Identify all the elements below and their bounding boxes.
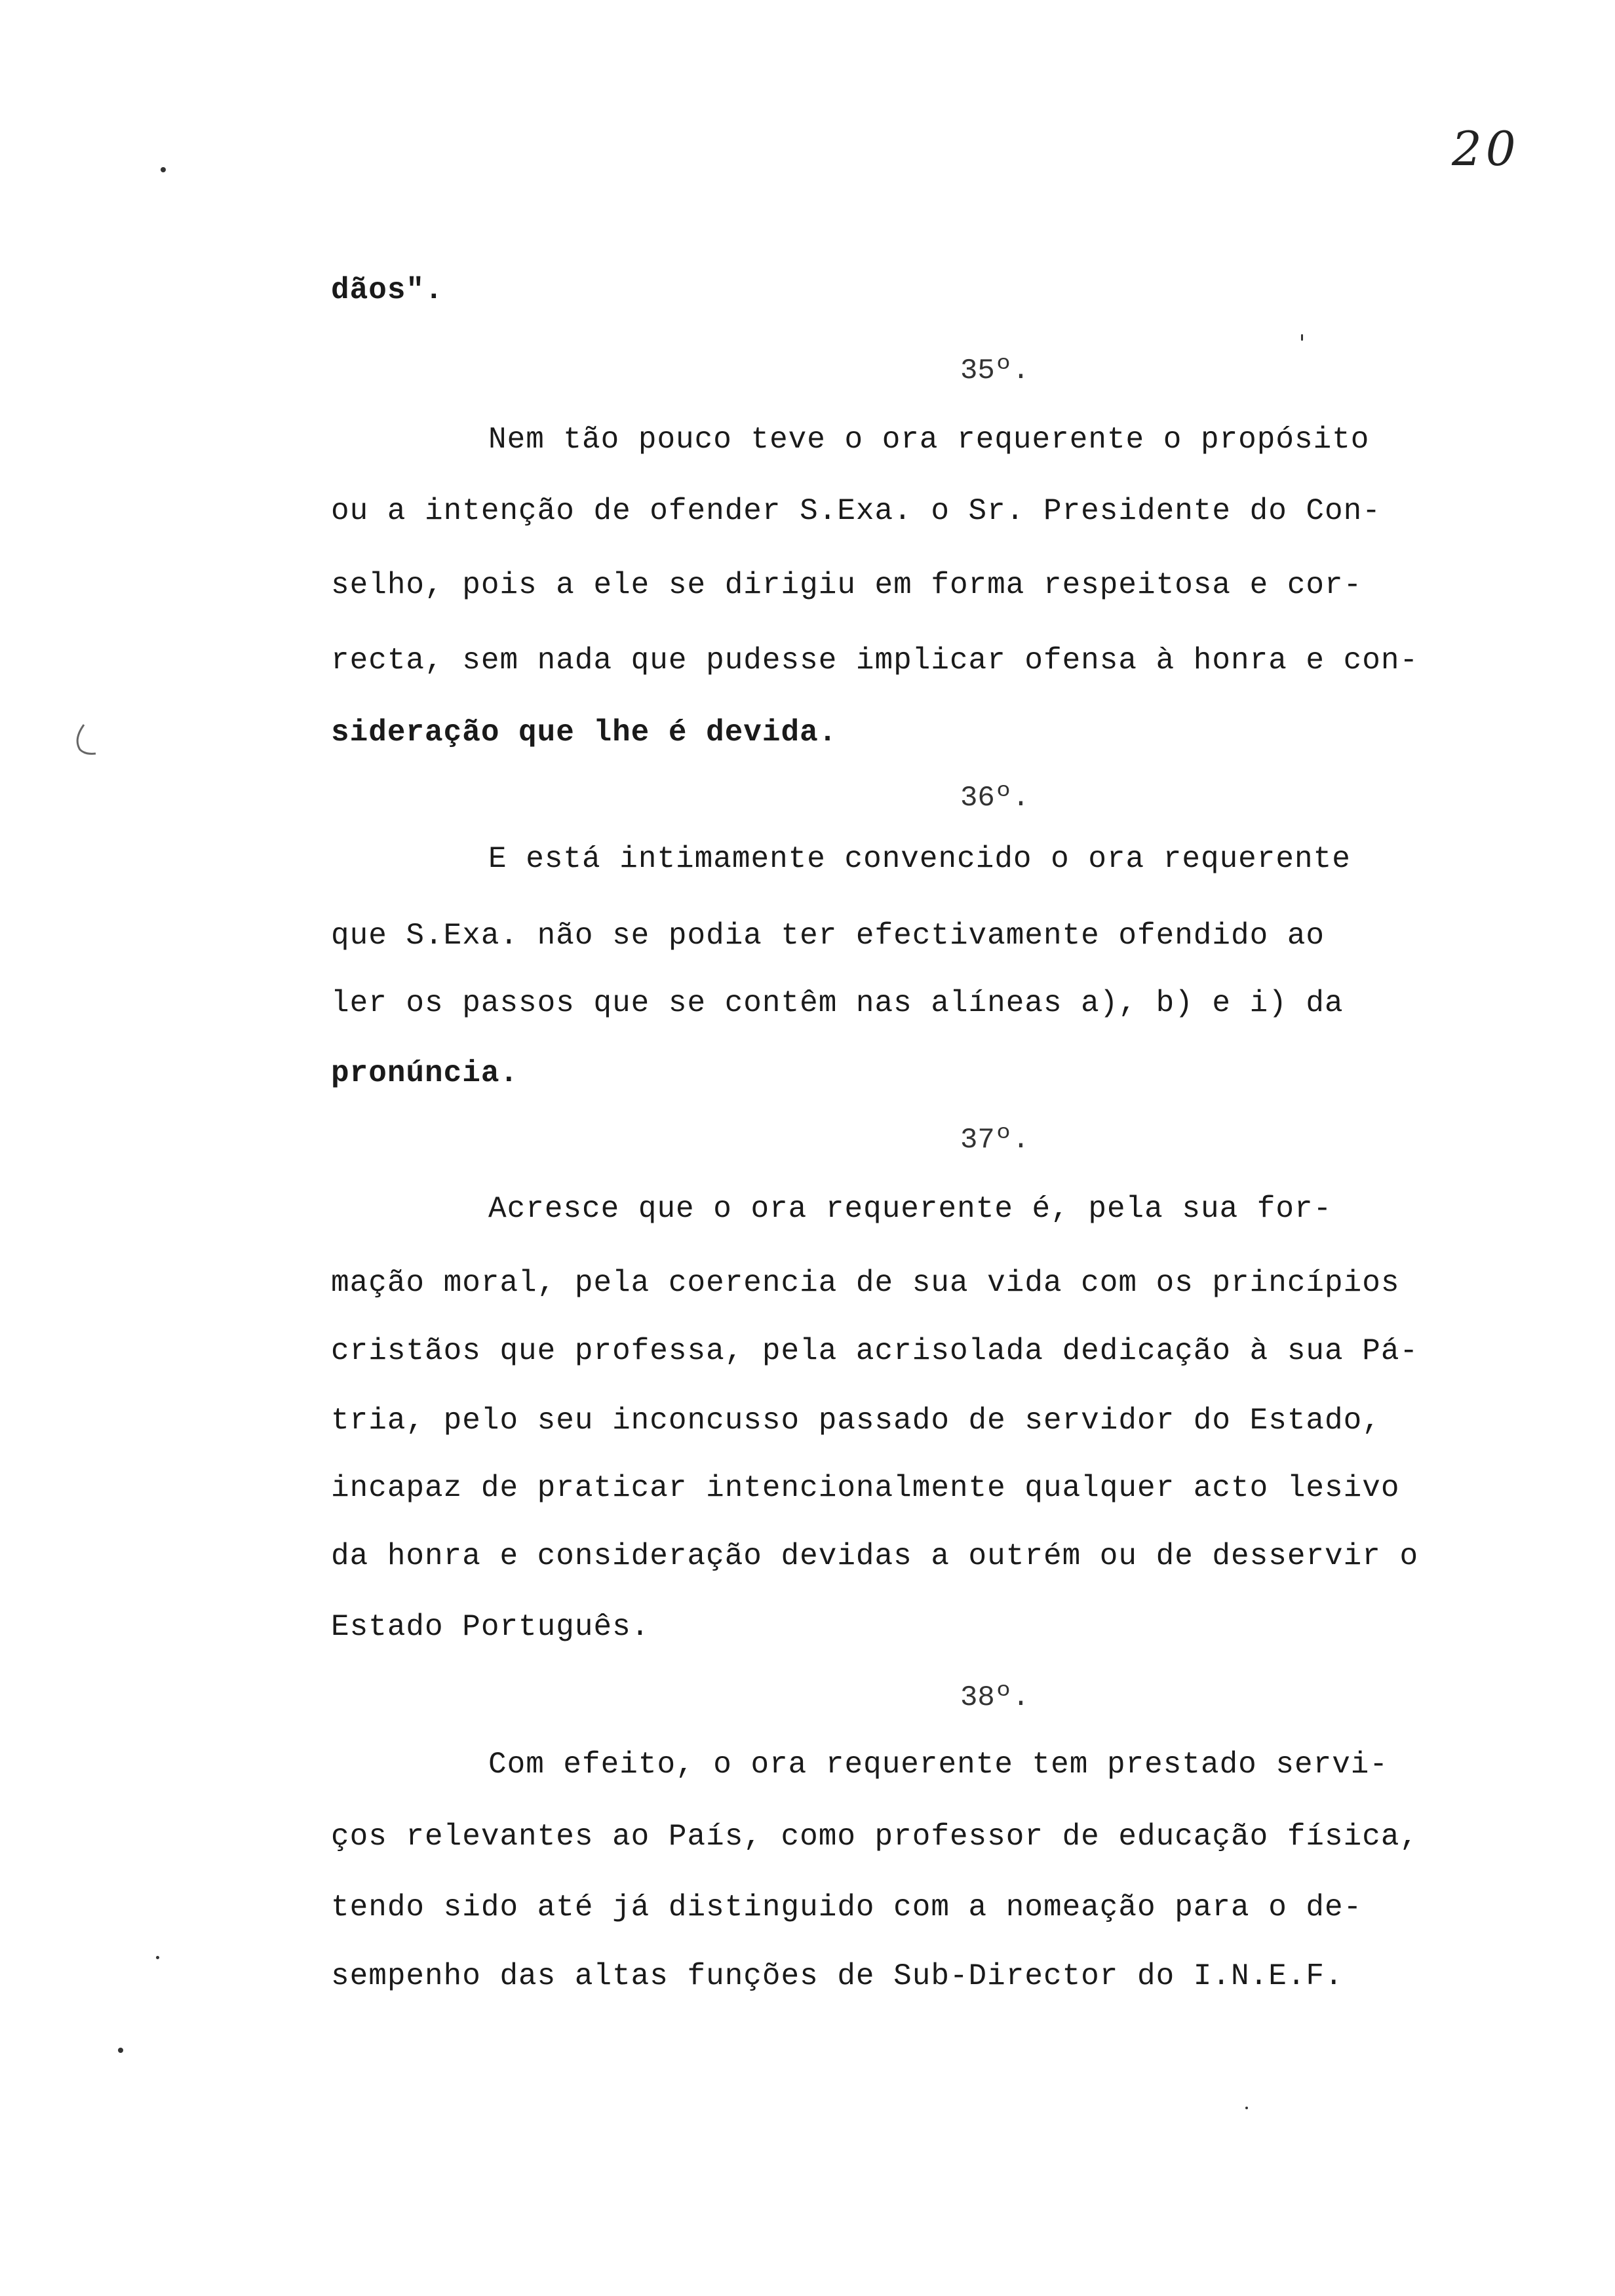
- text-line: selho, pois a ele se dirigiu em forma respeitosa e cor-: [331, 568, 1363, 602]
- text-line: mação moral, pela coerencia de sua vida com os princípios: [331, 1266, 1400, 1300]
- scan-speck: [161, 167, 166, 172]
- text-line: ços relevantes ao País, como professor de educação física,: [331, 1820, 1419, 1854]
- text-line: ou a intenção de ofender S.Exa. o Sr. Presidente do Con-: [331, 494, 1381, 528]
- text-line: pronúncia.: [331, 1056, 519, 1090]
- paragraph-number: 38º.: [960, 1681, 1030, 1714]
- paragraph-number: 37º.: [960, 1124, 1030, 1157]
- text-line: que S.Exa. não se podia ter efectivamente ofendido ao: [331, 919, 1325, 953]
- text-line: incapaz de praticar intencionalmente qualquer acto lesivo: [331, 1471, 1400, 1505]
- text-line: cristãos que professa, pela acrisolada dedicação à sua Pá-: [331, 1334, 1419, 1368]
- text-line: recta, sem nada que pudesse implicar ofensa à honra e con-: [331, 643, 1419, 678]
- scan-bracket-mark: [66, 721, 105, 760]
- scan-speck: [1301, 334, 1303, 341]
- text-line: Com efeito, o ora requerente tem prestado servi-: [488, 1748, 1389, 1782]
- scan-speck: [156, 1956, 159, 1959]
- text-line: Acresce que o ora requerente é, pela sua for-: [488, 1192, 1333, 1226]
- text-line: Estado Português.: [331, 1610, 650, 1644]
- scan-speck: [1245, 2107, 1248, 2109]
- text-line: sideração que lhe é devida.: [331, 716, 838, 750]
- text-line: dãos".: [331, 273, 444, 307]
- paragraph-number: 35º.: [960, 354, 1030, 387]
- text-line: tria, pelo seu inconcusso passado de servidor do Estado,: [331, 1404, 1381, 1438]
- paragraph-number: 36º.: [960, 782, 1030, 814]
- text-line: tendo sido até já distinguido com a nomeação para o de-: [331, 1890, 1363, 1924]
- text-line: da honra e consideração devidas a outrém ou de desservir o: [331, 1539, 1419, 1573]
- text-line: Nem tão pouco teve o ora requerente o propósito: [488, 423, 1370, 457]
- scan-speck: [118, 2048, 123, 2053]
- text-line: sempenho das altas funções de Sub-Director do I.N.E.F.: [331, 1959, 1344, 1993]
- page-number: 20: [1452, 121, 1520, 176]
- text-line: E está intimamente convencido o ora requerente: [488, 842, 1351, 876]
- text-line: ler os passos que se contêm nas alíneas a), b) e i) da: [331, 986, 1344, 1020]
